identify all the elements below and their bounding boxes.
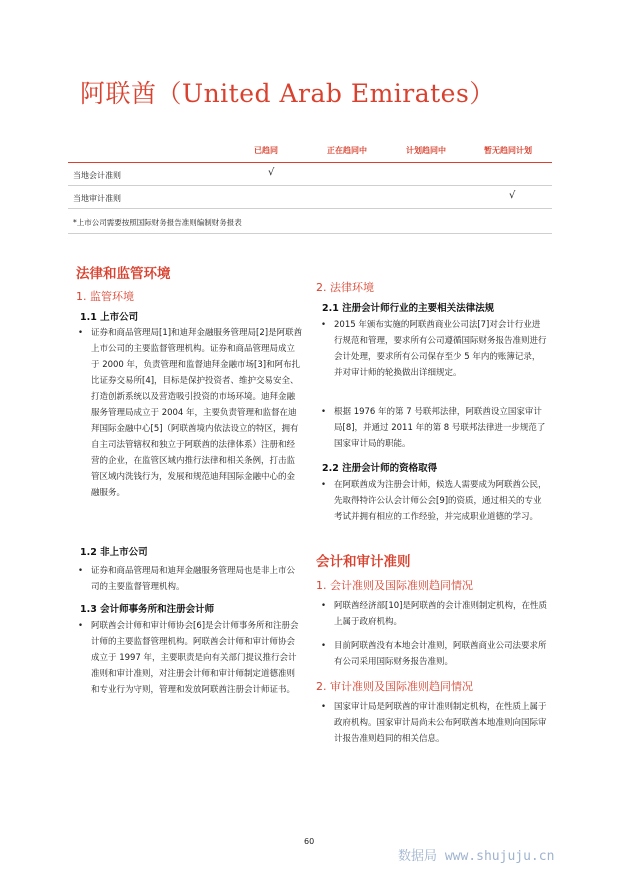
list-item: • 证券和商品管理局和迪拜金融服务管理局也是非上市公司的主要监督管理机构。 — [78, 566, 296, 592]
col-planned: 计划趋同中 — [406, 146, 446, 155]
item-text: 目前阿联酋没有本地会计准则，阿联酋商业公司法要求所有公司采用国际财务报告准则。 — [334, 641, 547, 667]
section-heading-legal: 法律和监管环境 — [76, 266, 171, 282]
col-no-plan: 暂无趋同计划 — [484, 146, 532, 155]
heading-listed: 1.1 上市公司 — [80, 312, 139, 323]
heading-firms: 1.3 会计师事务所和注册会计师 — [80, 604, 215, 615]
list-item: • 证券和商品管理局[1]和迪拜金融服务管理局[2]是阿联酋上市公司的主要监督管理机构。证券和商品管理局成立于 2000 年，负责管理和监督迪拜金融市场[3]和阿布扎比证券交易所[4]，目标是保护投资者、维护交易安全、打造创新系统以及营造吸引投资的市场环境。迪拜金融服务管理局成立于 2004 年，主要负责管理和监督在迪拜国际金融中心[5]（阿联酋境内依法设立的特区，拥有自主司法管辖权和独立于阿联酋的法律体系）注册和经营的企业，在监管区域内推行法律和相关条例，打击监管区域内洗钱行为，发展和规范迪拜国际金融中心的金融服务。 — [78, 328, 303, 498]
item-text: 国家审计局是阿联酋的审计准则制定机构，在性质上属于政府机构。国家审计局尚未公布阿联酋本地准则向国际审计报告准则趋同的相关信息。 — [334, 702, 547, 744]
list-item: • 目前阿联酋没有本地会计准则，阿联酋商业公司法要求所有公司采用国际财务报告准则。 — [321, 641, 547, 667]
heading-unlisted: 1.2 非上市公司 — [80, 547, 148, 558]
col-converged: 已趋同 — [254, 146, 278, 155]
table-row — [68, 163, 552, 186]
item-text: 2015 年颁布实施的阿联酋商业公司法[7]对会计行业进行规范和管理，要求所有公司遵循国际财务报告准则进行会计处理，要求所有公司保存至少 5 年内的账簿记录，并对审计师的轮换做出详细规定。 — [334, 320, 547, 378]
item-text: 证券和商品管理局和迪拜金融服务管理局也是非上市公司的主要监督管理机构。 — [91, 566, 296, 592]
col-converging: 正在趋同中 — [327, 146, 367, 155]
table-row — [68, 186, 552, 209]
row-label: 当地审计准则 — [73, 194, 121, 203]
list-item: • 2015 年颁布实施的阿联酋商业公司法[7]对会计行业进行规范和管理，要求所有公司遵循国际财务报告准则进行会计处理，要求所有公司保存至少 5 年内的账簿记录，并对审计师的轮换做出详细规定。 — [321, 320, 547, 378]
list-item: • 阿联酋会计师和审计师协会[6]是会计师事务所和注册会计师的主要监督管理机构。阿联酋会计师和审计师协会成立于 1997 年，主要职责是向有关部门提议推行会计准则和审计准则，对注册会计师和审计师制定道德准则和专业行为守则，管理和发放阿联酋注册会计师证书。 — [78, 621, 299, 695]
subheading-auditing: 2. 审计准则及国际准则趋同情况 — [316, 680, 473, 693]
section-heading-standards: 会计和审计准则 — [316, 554, 411, 570]
heading-laws: 2.1 注册会计师行业的主要相关法律法规 — [322, 303, 495, 314]
list-item: • 在阿联酋成为注册会计师，候选人需要成为阿联酋公民，先取得特许公认会计师公会[9]的资质，通过相关的专业考试并拥有相应的工作经验，并完成职业道德的学习。 — [321, 480, 547, 522]
list-item: • 根据 1976 年的第 7 号联邦法律，阿联酋设立国家审计局[8]，并通过 2011 年的第 8 号联邦法律进一步规范了国家审计局的职能。 — [321, 407, 546, 449]
subheading-accounting: 1. 会计准则及国际准则趋同情况 — [316, 579, 473, 592]
item-text: 根据 1976 年的第 7 号联邦法律，阿联酋设立国家审计局[8]，并通过 2011 年的第 8 号联邦法律进一步规范了国家审计局的职能。 — [334, 407, 546, 449]
item-text: 证券和商品管理局[1]和迪拜金融服务管理局[2]是阿联酋上市公司的主要监督管理机构。证券和商品管理局成立于 2000 年，负责管理和监督迪拜金融市场[3]和阿布扎比证券交易所[4]，目标是保护投资者、维护交易安全、打造创新系统以及营造吸引投资的市场环境。迪拜金融服务管理局成立于 2004 年，主要负责管理和监督在迪拜国际金融中心[5]（阿联酋境内依法设立的特区，拥有自主司法管辖权和独立于阿联酋的法律体系）注册和经营的企业，在监管区域内推行法律和相关条例，打击监管区域内洗钱行为，发展和规范迪拜国际金融中心的金融服务。 — [91, 328, 303, 498]
page-title: 阿联酋（United Arab Emirates） — [80, 79, 495, 108]
item-text: 阿联酋经济部[10]是阿联酋的会计准则制定机构，在性质上属于政府机构。 — [334, 601, 547, 627]
check-mark: √ — [509, 190, 516, 201]
item-text: 在阿联酋成为注册会计师，候选人需要成为阿联酋公民，先取得特许公认会计师公会[9]的资质，通过相关的专业考试并拥有相应的工作经验，并完成职业道德的学习。 — [334, 480, 547, 522]
page-number: 60 — [304, 837, 315, 846]
row-label: 当地会计准则 — [73, 171, 121, 180]
list-item: • 国家审计局是阿联酋的审计准则制定机构，在性质上属于政府机构。国家审计局尚未公布阿联酋本地准则向国际审计报告准则趋同的相关信息。 — [321, 702, 547, 744]
subheading-regulatory: 1. 监管环境 — [76, 290, 134, 303]
table-note — [68, 209, 552, 234]
watermark: 数据局 www.shujuju.cn — [398, 849, 555, 864]
table-note-text: *上市公司需要按照国际财务报告准则编制财务报表 — [73, 218, 242, 227]
table-header — [68, 140, 552, 163]
item-text: 阿联酋会计师和审计师协会[6]是会计师事务所和注册会计师的主要监督管理机构。阿联酋会计师和审计师协会成立于 1997 年，主要职责是向有关部门提议推行会计准则和审计准则，对注册会计师和审计师制定道德准则和专业行为守则，管理和发放阿联酋注册会计师证书。 — [91, 621, 299, 695]
convergence-table — [68, 140, 552, 234]
heading-qualification: 2.2 注册会计师的资格取得 — [322, 463, 438, 474]
subheading-legal: 2. 法律环境 — [316, 281, 374, 294]
list-item: • 阿联酋经济部[10]是阿联酋的会计准则制定机构，在性质上属于政府机构。 — [321, 601, 547, 627]
check-mark: √ — [268, 167, 275, 178]
